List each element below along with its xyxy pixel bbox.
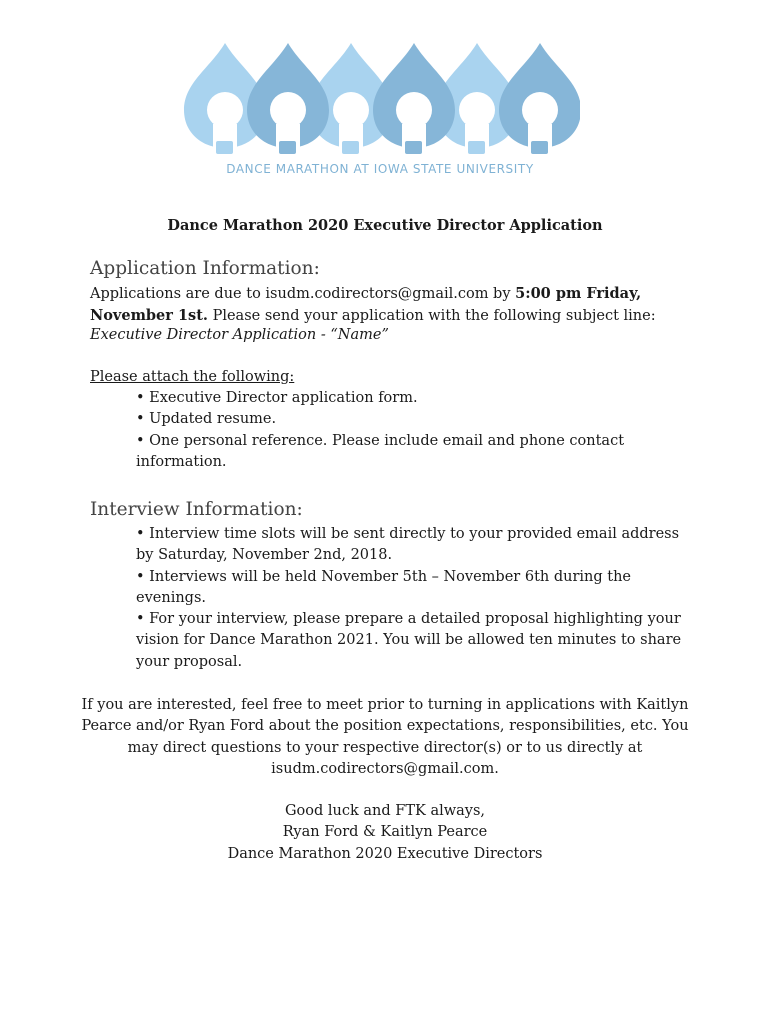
signoff [70,801,700,865]
attach-list [136,388,696,473]
attach-item: • Executive Director application form. [136,390,418,406]
interview-item: • Interviews will be held November 5th – November 6th during the evenings. [136,568,632,606]
due-text-prefix: Applications are due to isudm.codirectors@gmail.com by [90,286,516,302]
application-due-paragraph [90,283,690,328]
signoff-line: Good luck and FTK always, [284,803,486,819]
closing-paragraph: If you are interested, feel free to meet prior to turning in applications with Kaitlyn Pearce and/or Ryan Ford about the position expectations, responsibilities, etc. You may direct questions to your respective director(s) or to us directly at isudm.codirectors@gmail.com. [81,697,689,777]
due-text-suffix: Please send your application with the following subject line: [207,308,656,325]
document-title: Dance Marathon 2020 Executive Director Application [167,217,603,234]
subject-line: Executive Director Application - “Name” [90,327,389,343]
due-deadline: 5:00 pm Friday, November 1st. [90,285,642,325]
interview-item: • Interview time slots will be sent directly to your provided email address by Saturday, November 2nd, 2018. [136,526,680,564]
interview-item: • For your interview, please prepare a detailed proposal highlighting your vision for Dance Marathon 2021. You will be allowed ten minutes to share your proposal. [136,611,682,670]
attach-label: Please attach the following: [90,369,295,385]
interview-list [136,524,696,673]
signoff-names: Ryan Ford & Kaitlyn Pearce [282,824,488,841]
interview-info-heading: Interview Information: [90,499,303,520]
application-info-heading: Application Information: [90,258,320,279]
attach-item: • Updated resume. [136,411,277,428]
logo-caption: DANCE MARATHON AT IOWA STATE UNIVERSITY [226,162,534,176]
signoff-title: Dance Marathon 2020 Executive Directors [227,845,543,862]
attach-item: • One personal reference. Please include email and phone contact information. [136,432,625,470]
logo-drops [184,43,580,154]
